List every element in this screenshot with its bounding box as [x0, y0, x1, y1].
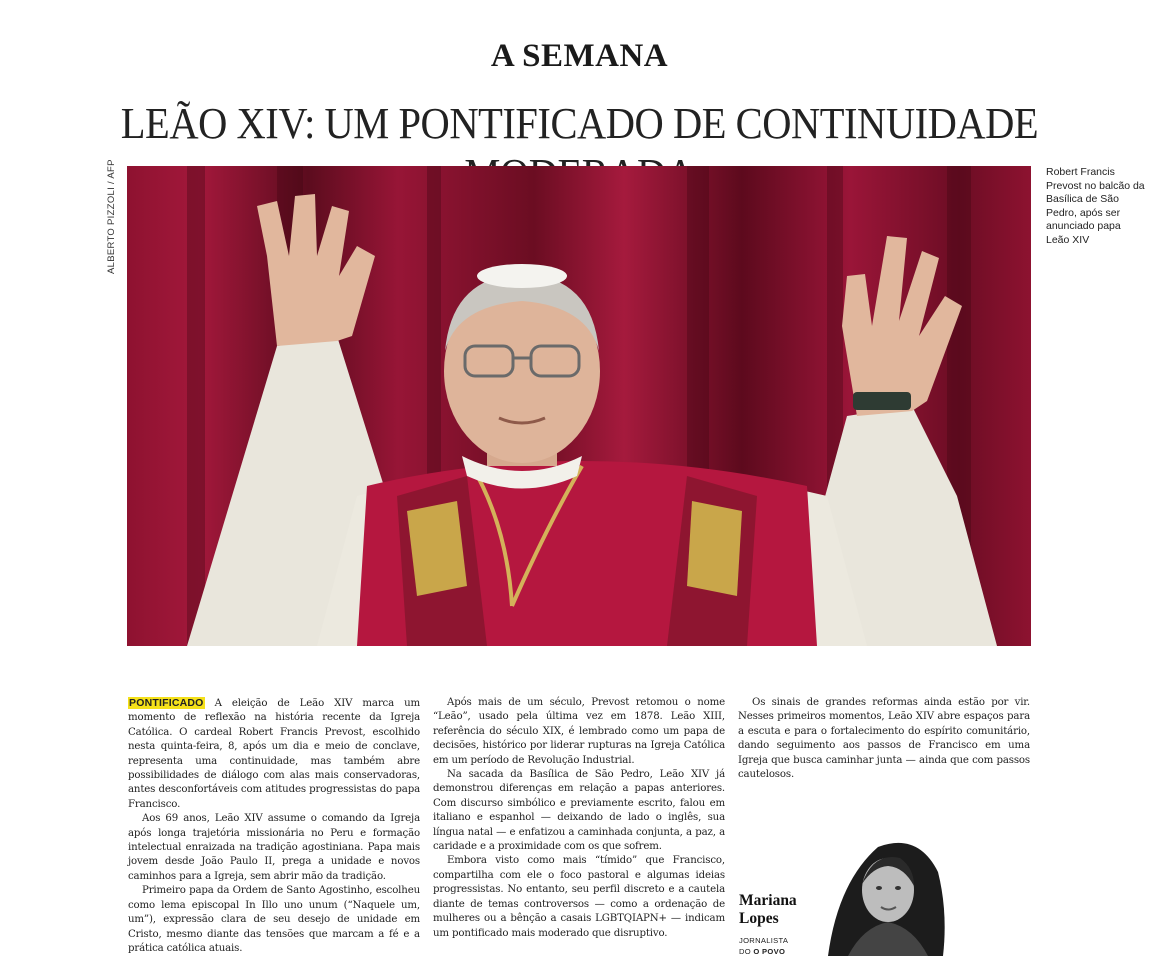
paragraph: Embora visto como mais “tímido” que Francisco, compartilha com ele o foco pastoral e algumas ideias progressistas. No entanto, seu perfil discreto e a cautela diante de temas controversos — como a ordenação de mulheres ou a bênção a casais LGBTQIAPN+ — indicam um pontificado mais moderado que disruptivo. [433, 855, 725, 939]
article-column-2 [433, 696, 725, 941]
headline: LEÃO XIV: UM PONTIFICADO DE CONTINUIDADE [120, 99, 1039, 148]
article-column-1 [128, 696, 420, 956]
author-photo [818, 822, 948, 956]
author-title: JORNALISTA [739, 936, 789, 945]
article-column-3 [738, 696, 1030, 782]
kicker: PONTIFICADO [129, 697, 204, 709]
main-photo [127, 166, 1031, 646]
author-org [739, 946, 819, 957]
paragraph: Os sinais de grandes reformas ainda estão por vir. Nesses primeiros momentos, Leão XIV abre espaços para a escuta e para o fortalecimento do espírito comunitário, dando seguimento aos passos de Francisco em uma Igreja que busca caminhar junta — ainda que com passos cautelosos. [738, 697, 1030, 781]
photo-caption: Robert Francis Prevost no balcão da Basílica de São Pedro, após ser anunciado papa Leão XIV [1046, 166, 1145, 246]
photo-credit: ALBERTO PIZZOLI / AFP [106, 159, 117, 274]
author-name: Mariana Lopes [739, 892, 797, 927]
paragraph: Primeiro papa da Ordem de Santo Agostinho, escolheu como lema episcopal In Illo uno unum (“Naquele um, um”), expressão clara de seu desejo de unidade em Cristo, mesmo diante das tensões que marcam a fé e a prática católica atuais. [128, 885, 420, 954]
paragraph [128, 696, 420, 812]
author-role [739, 935, 819, 957]
paragraph-text: A eleição de Leão XIV marca um momento de reflexão na história recente da Igreja Católica. O cardeal Robert Francis Prevost, escolhido nesta quinta-feira, 8, após um dia e meio de conclave, representa uma continuidade, mas também abre possibilidades de diálogo com alas mais conservadoras, antes desconfortáveis com atitudes progressistas do papa Francisco. [128, 698, 420, 810]
paragraph: Na sacada da Basílica de São Pedro, Leão XIV já demonstrou diferenças em relação a papas anteriores. Com discurso simbólico e previamente escrito, falou em italiano e espanhol — deixando de lado o inglês, sua língua natal — e enfatizou a caminhada conjunta, a paz, a caridade e a proximidade com os que sofrem. [433, 769, 725, 853]
paragraph: Após mais de um século, Prevost retomou o nome “Leão”, usado pela última vez em 1878. Leão XIII, referência do século XIX, é lembrado como um papa de decisões, histórico por liderar rupturas na Igreja Católica em um período de Revolução Industrial. [433, 697, 725, 766]
author-portrait [818, 822, 948, 956]
pope-illustration [127, 166, 1031, 646]
author-org-prefix: DO [739, 947, 751, 956]
section-title: A SEMANA [490, 38, 669, 74]
author-org-brand: O POVO [753, 947, 786, 956]
paragraph: Aos 69 anos, Leão XIV assume o comando da Igreja após longa trajetória missionária no Peru e formação intelectual enraizada na tradição agostiniana. Papa mais jovem desde João Paulo II, prega a unidade e novos caminhos para a Igreja, sem abrir mão da tradição. [128, 813, 420, 882]
